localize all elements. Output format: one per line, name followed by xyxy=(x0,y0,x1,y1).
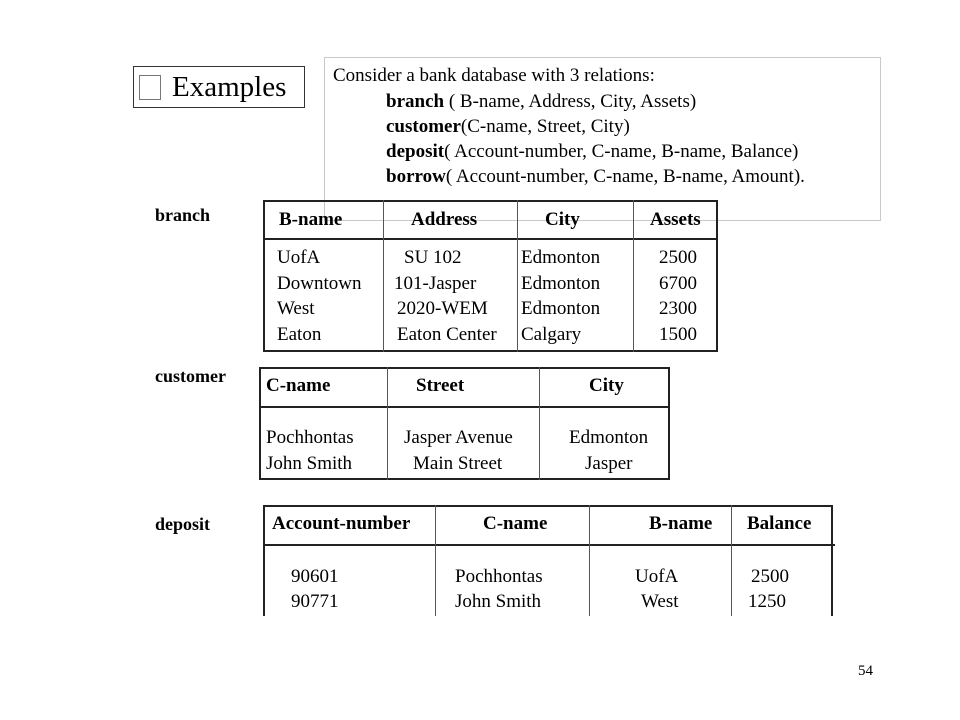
relation-attributes: (C-name, Street, City) xyxy=(460,116,630,137)
relation-name: borrow xyxy=(386,166,446,187)
table-cell: 2300 xyxy=(659,298,697,319)
table-cell: 101-Jasper xyxy=(394,273,477,294)
table-cell: Edmonton xyxy=(521,247,601,268)
bullet-square-icon xyxy=(139,75,161,100)
column-header: B-name xyxy=(649,513,713,534)
table-cell: Main Street xyxy=(413,453,503,474)
table-cell: 6700 xyxy=(659,273,697,294)
examples-title-box xyxy=(133,66,305,108)
column-header: City xyxy=(589,375,624,396)
column-header: C-name xyxy=(483,513,548,534)
table-cell: Jasper xyxy=(585,453,633,474)
column-header: Street xyxy=(416,375,465,396)
column-header: C-name xyxy=(266,375,331,396)
relation-name: deposit xyxy=(386,141,445,162)
table-cell: John Smith xyxy=(266,453,353,474)
table-cell: SU 102 xyxy=(404,247,462,268)
table-cell: Edmonton xyxy=(521,298,601,319)
relation-branch xyxy=(386,90,696,114)
column-header: Address xyxy=(411,209,478,230)
relation-attributes: ( Account-number, C-name, B-name, Balance) xyxy=(444,141,799,162)
table-cell: West xyxy=(277,298,315,319)
table-cell: Jasper Avenue xyxy=(404,427,513,448)
table-cell: 2500 xyxy=(751,566,789,587)
table-cell: UofA xyxy=(277,247,321,268)
intro-text-box xyxy=(324,57,881,221)
column-header: Assets xyxy=(650,209,701,230)
table-cell: Downtown xyxy=(277,273,362,294)
relation-name: branch xyxy=(386,91,445,112)
column-header: Account-number xyxy=(272,513,411,534)
table-cell: 2500 xyxy=(659,247,697,268)
slide-title: Examples xyxy=(172,71,287,103)
column-header: Balance xyxy=(747,513,812,534)
page-number: 54 xyxy=(858,663,873,679)
table-cell: Eaton xyxy=(277,324,322,345)
cropped-edge xyxy=(435,616,560,622)
relation-customer xyxy=(386,115,630,139)
customer-table-label: customer xyxy=(155,366,226,386)
relation-name: customer xyxy=(386,116,461,137)
relation-attributes: ( Account-number, C-name, B-name, Amount). xyxy=(445,166,805,187)
table-cell: 1500 xyxy=(659,324,697,345)
column-header: B-name xyxy=(279,209,343,230)
relation-deposit xyxy=(386,140,798,164)
table-cell: 90771 xyxy=(291,591,339,612)
table-cell: Calgary xyxy=(521,324,582,345)
table-cell: Pochhontas xyxy=(455,566,543,587)
table-cell: 2020-WEM xyxy=(397,298,488,319)
table-cell: Pochhontas xyxy=(266,427,354,448)
relation-attributes: ( B-name, Address, City, Assets) xyxy=(444,91,697,112)
table-cell: Edmonton xyxy=(569,427,649,448)
table-cell: 90601 xyxy=(291,566,339,587)
column-header: City xyxy=(545,209,580,230)
table-cell: UofA xyxy=(635,566,679,587)
branch-table-label: branch xyxy=(155,205,211,225)
relation-borrow xyxy=(386,165,805,189)
table-cell: Eaton Center xyxy=(397,324,497,345)
table-cell: 1250 xyxy=(748,591,786,612)
table-cell: John Smith xyxy=(455,591,542,612)
deposit-table-label: deposit xyxy=(155,514,211,534)
table-cell: West xyxy=(641,591,679,612)
table-cell: Edmonton xyxy=(521,273,601,294)
intro-line: Consider a bank database with 3 relations: xyxy=(333,65,655,86)
